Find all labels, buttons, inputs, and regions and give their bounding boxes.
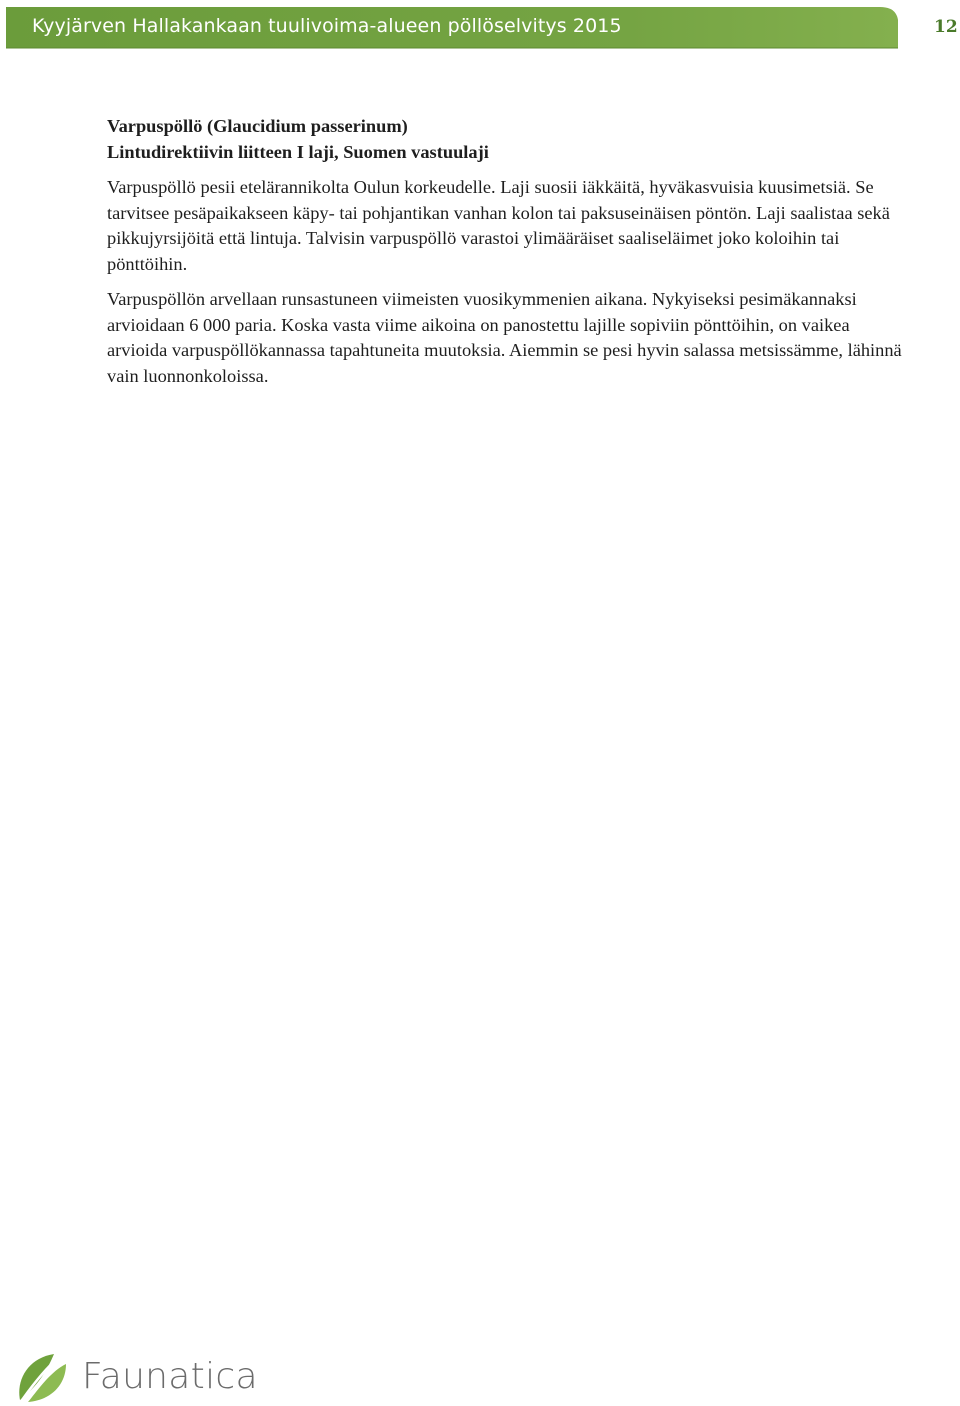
leaf-logo-icon bbox=[14, 1350, 70, 1404]
paragraph-population: Varpuspöllön arvellaan runsastuneen viimeisten vuosikymmenien aikana. Nykyiseksi pesimäkannaksi arvioidaan 6 000 paria. Koska vasta viime aikoina on panostettu lajille sopiviin pönttöihin, on vaikea arvioida varpuspöllökannassa tapahtuneita muutoksia. Aiemmin se pesi hyvin salassa metsissämme, lähinnä vain luonnonkoloissa. bbox=[107, 289, 902, 386]
logo-wordmark: Faunatica bbox=[82, 1356, 258, 1397]
page-footer bbox=[14, 1350, 314, 1406]
section-heading-status: Lintudirektiivin liitteen I laji, Suomen vastuulaji bbox=[107, 141, 489, 162]
page-content bbox=[107, 114, 907, 389]
paragraph-habitat: Varpuspöllö pesii etelärannikolta Oulun korkeudelle. Laji suosii iäkkäitä, hyväkasvuisia kuusimetsiä. Se tarvitsee pesäpaikakseen käpy- tai pohjantikan vanhan kolon tai paksuseinäisen pöntön. Laji saalistaa sekä pikkujyrsijöitä että lintuja. Talvisin varpuspöllö varastoi ylimääräiset saaliseläimet joko koloihin tai pönttöihin. bbox=[107, 177, 890, 274]
page-number: 12 bbox=[934, 17, 958, 37]
section-heading-species: Varpuspöllö (Glaucidium passerinum) bbox=[107, 116, 408, 136]
document-title: Kyyjärven Hallakankaan tuulivoima-alueen pöllöselvitys 2015 bbox=[32, 15, 622, 37]
page-header bbox=[0, 0, 960, 60]
